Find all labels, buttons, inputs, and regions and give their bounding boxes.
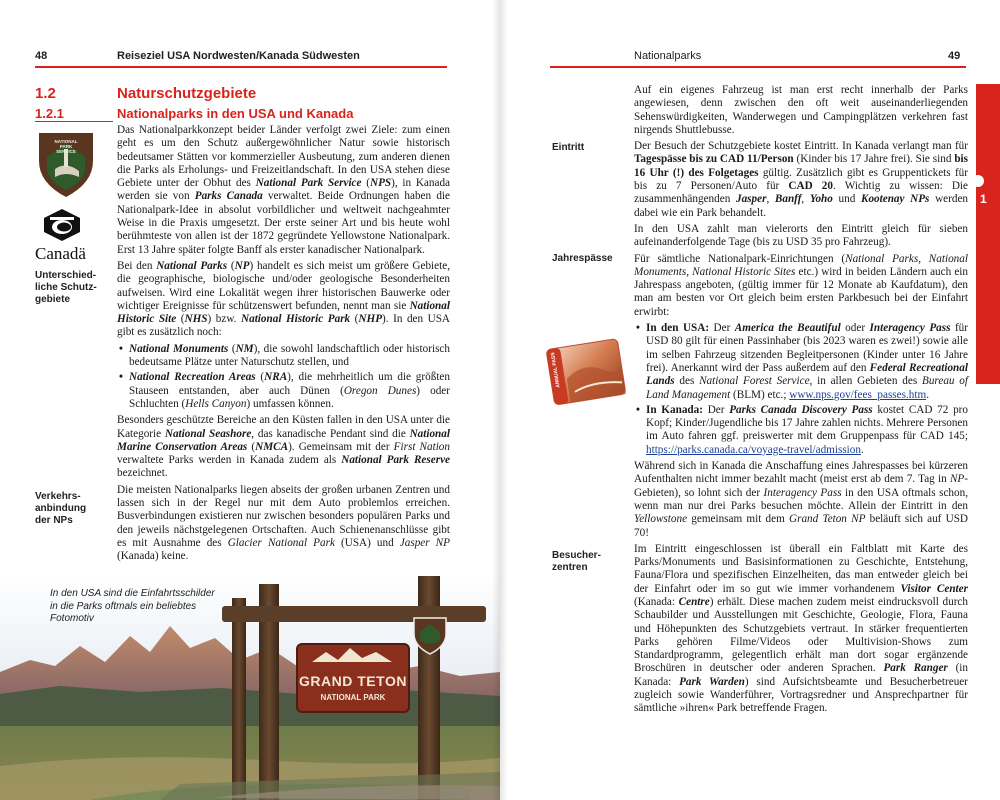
nps-badge-line3: SERVICE — [56, 149, 76, 154]
paragraph-besucherzentren: Im Eintritt eingeschlossen ist überall ein Faltblatt mit Karte des Parks/Monuments und Basisinformationen zu Geschichte, Entstehung, Fauna/Flora und spezifischen Einzelheiten, das man entweder gleich bei der Einfahrt oder im so gut wie immer vorhandenem Visitor Center (Kanada: Centre) erhält. Diese machen zudem meist eindrucksvoll durch Schaubilder und Ausstellungen mit Geschichte, Geologie, Flora, Fauna und Höhepunkten des Schutzgebiets vertraut. In stärker frequentierten Parks gehören Filme/Videos oder Multivision-Shows zum Standardprogramm, gelegentlich erhält man dort sogar ergänzende Broschüren in deutscher oder anderen Sprachen. Park Ranger (in Kanada: Park Warden) sind Aufsichtsbeamte und Besucherbetreuer zugleich sowie Wanderführer, Vortragsredner und Ansprechpartner für sämtliche »ihren« Park betreffende Fragen. — [634, 542, 968, 715]
margin-note-schutzgebiete: Unterschied- liche Schutz- gebiete — [35, 270, 97, 305]
right-body-text — [634, 84, 968, 719]
thumb-tab-notch — [972, 175, 984, 187]
annual-pass-card-image — [542, 332, 628, 412]
margin-note-besucherzentren: Besucher- zentren — [552, 550, 601, 573]
margin-note-eintritt: Eintritt — [552, 142, 585, 153]
list-item-usa: • In den USA: Der America the Beautiful oder Interagency Pass für USD 80 gilt für einen Passinhaber (bis 2023 waren es zwei!) sowie alle im selben Fahrzeug sitzenden Begleitpersonen (Kinder unter 16 Jahre frei). Anerkannt wird der Pass außerdem auf den Federal Recreational Lands des National Forest Service, in allen Gebieten des Bureau of Land Management (BLM) etc.; www.nps.gov/fees_passes.htm. — [634, 322, 968, 402]
page-number-left: 48 — [35, 50, 48, 62]
paragraph-fahrzeug: Auf ein eigenes Fahrzeug ist man erst recht innerhalb der Parks angewiesen, denn zwischen den oft weit auseinanderliegenden Sehenswürdigkeiten, Wanderwegen und Campingplätzen verkehren fast nirgends Shuttlebusse. — [634, 84, 968, 136]
list-item: • National Monuments (NM), die sowohl landschaftlich oder historisch bedeutsame Plätze unter Naturschutz stellen, und — [117, 343, 450, 370]
annual-pass-label: ANNUAL PASS — [550, 351, 562, 389]
subsection-number: 1.2.1 — [35, 106, 64, 121]
paragraph-verkehr: Die meisten Nationalparks liegen abseits der großen urbanen Zentren und lassen sich in der Regel nur mit dem Auto problemlos erreichen. Busverbindungen existieren nur zwischen besonders populären Parks und den jeweils nächstgelegenen Ortschaften. Auch Schienenanschlüsse gibt es mit Ausnahme des Glacier National Park (USA) und Jasper NP (Kanada) keine. — [117, 483, 450, 563]
nps-fees-link[interactable]: www.nps.gov/fees_passes.htm — [789, 388, 927, 401]
list-jahrespaesse — [634, 322, 968, 457]
list-item-kanada: • In Kanada: Der Parks Canada Discovery Pass kostet CAD 72 pro Kopf; Kinder/Jugendliche bis 17 Jahre zahlen nichts. Mehrere Personen im Auto fahren ggf. preiswerter mit dem Gruppenpass für CAD 145; https://parks.canada.ca/voyage-travel/admission. — [634, 404, 968, 457]
canada-wordmark: Canadä — [35, 244, 86, 263]
header-rule-right — [550, 66, 966, 68]
paragraph-national-parks: Bei den National Parks (NP) handelt es sich meist um größere Gebiete, die geographische, biologische und/oder geologische Besonderheiten aufweisen. Wird eine Lokalität wegen ihrer historischen Bauwerke oder wichtiger Ereignisse für schützenswert befunden, nennt man sie National Historic Site (NHS) bzw. National Historic Park (NHP). In den USA gibt es zusätzlich noch: — [117, 259, 451, 339]
parks-canada-beaver-logo — [42, 208, 82, 242]
running-title-left: Reiseziel USA Nordwesten/Kanada Südwesten — [117, 50, 360, 62]
paragraph-nationalpark-konzept: Das Nationalparkkonzept beider Länder verfolgt zwei Ziele: zum einen geht es um den Schutz außergewöhnlicher Natur sowie historisch bedeutsamer Stätten vor kommerzieller Ausbeutung, zum anderen dienen die Parks als Erholungs- und Freizeitlandschaft. In den USA stehen diese Gebiete unter der Obhut des National Park Service (NPS), in Kanada werden sie von Parks Canada verwaltet. Beide Ordnungen haben die Nationalpark-Idee in absolut vorbildlicher und weltweit nachgeahmter Weise in die Praxis umgesetzt. Der erste seiner Art und bis heute wohl berühmteste von allen ist der 1872 gegründete Yellowstone Nationalpark. Erst 13 Jahre später folgte Banff als erster kanadischer Nationalpark. — [117, 124, 451, 256]
paragraph-usa-sieben-tage: In den USA zahlt man vielerorts den Eintritt gleich für sieben aufeinanderfolgende Tage (bis zu USD 35 pro Fahrzeug). — [634, 222, 968, 249]
nps-badge-line1: NATIONAL — [54, 139, 78, 144]
right-page — [500, 0, 1000, 800]
margin-note-jahrespaesse: Jahrespässe — [552, 253, 613, 264]
list-item: • National Recreation Areas (NRA), die mehrheitlich um die größten Stauseen entstanden, aber auch Dünen (Oregon Dunes) oder Schluchten (Hells Canyon) umfassen können. — [117, 371, 450, 411]
nps-arrowhead-logo — [35, 127, 97, 199]
section-number: 1.2 — [35, 85, 56, 102]
sign-line-grand-teton: GRAND TETON — [299, 673, 407, 689]
section-title: Naturschutzgebiete — [117, 85, 257, 102]
page-number-right: 49 — [948, 50, 961, 62]
paragraph-jahrespass-lohnt: Während sich in Kanada die Anschaffung eines Jahrespasses bei kürzeren Aufenthalten nicht immer bezahlt macht (meist erst ab dem 7. Tag in NP-Gebieten), so lohnt sich der Interagency Pass in den USA oftmals schon, wenn man nur drei Parks besuchen möchte. Allein der Eintritt in den Yellowstone gemeinsam mit dem Grand Teton NP beläuft sich auf USD 70! — [634, 460, 969, 539]
margin-note-verkehr: Verkehrs- anbindung der NPs — [35, 491, 87, 526]
left-body-text — [117, 124, 450, 567]
chapter-tab-number: 1 — [980, 192, 987, 206]
paragraph-kuesten: Besonders geschützte Bereiche an den Küsten fallen in den USA unter die Kategorie National Seashore, das kanadische Pendant sind die National Marine Conservation Areas (NMCA). Gemeinsam mit der First Nation verwaltete Parks werden in Kanada zudem als National Park Reserve bezeichnet. — [117, 414, 450, 480]
subsection-rule — [35, 121, 113, 122]
header-rule-left — [35, 66, 447, 68]
chapter-thumb-tab — [976, 84, 1000, 384]
running-title-right: Nationalparks — [634, 50, 702, 62]
sign-line-national-park: NATIONAL PARK — [320, 693, 386, 702]
photo-caption: In den USA sind die Einfahrtsschilder in die Parks oftmals ein beliebtes Fotomotiv — [50, 588, 215, 624]
paragraph-eintritt: Der Besuch der Schutzgebiete kostet Eintritt. In Kanada verlangt man für Tagespässe bis zu CAD 11/Person (Kinder bis 17 Jahre frei). Sie sind bis 16 Uhr (!) des Folgetages gültig. Zusätzlich gibt es Gruppentickets für bis zu 7 Personen/Auto für CAD 20. Wichtig zu wissen: Die zusammenhängenden Jasper, Banff, Yoho und Kootenay NPs werden dabei wie ein Park behandelt. — [634, 140, 968, 219]
list-protected-areas — [117, 343, 450, 411]
paragraph-jahrespass: Für sämtliche Nationalpark-Einrichtungen (National Parks, National Monuments, National Historic Sites etc.) wird in beiden Ländern auch ein Jahrespass angeboten, (gültig immer für 12 Monate ab Kaufdatum), den man am besten vor Ort gleich beim ersten Parkbesuch bei der Einfahrt erwirbt: — [634, 252, 968, 318]
nps-badge-line2: PARK — [59, 144, 73, 149]
subsection-title: Nationalparks in den USA und Kanada — [117, 106, 354, 121]
parks-canada-admission-link[interactable]: https://parks.canada.ca/voyage-travel/admission — [646, 443, 861, 456]
